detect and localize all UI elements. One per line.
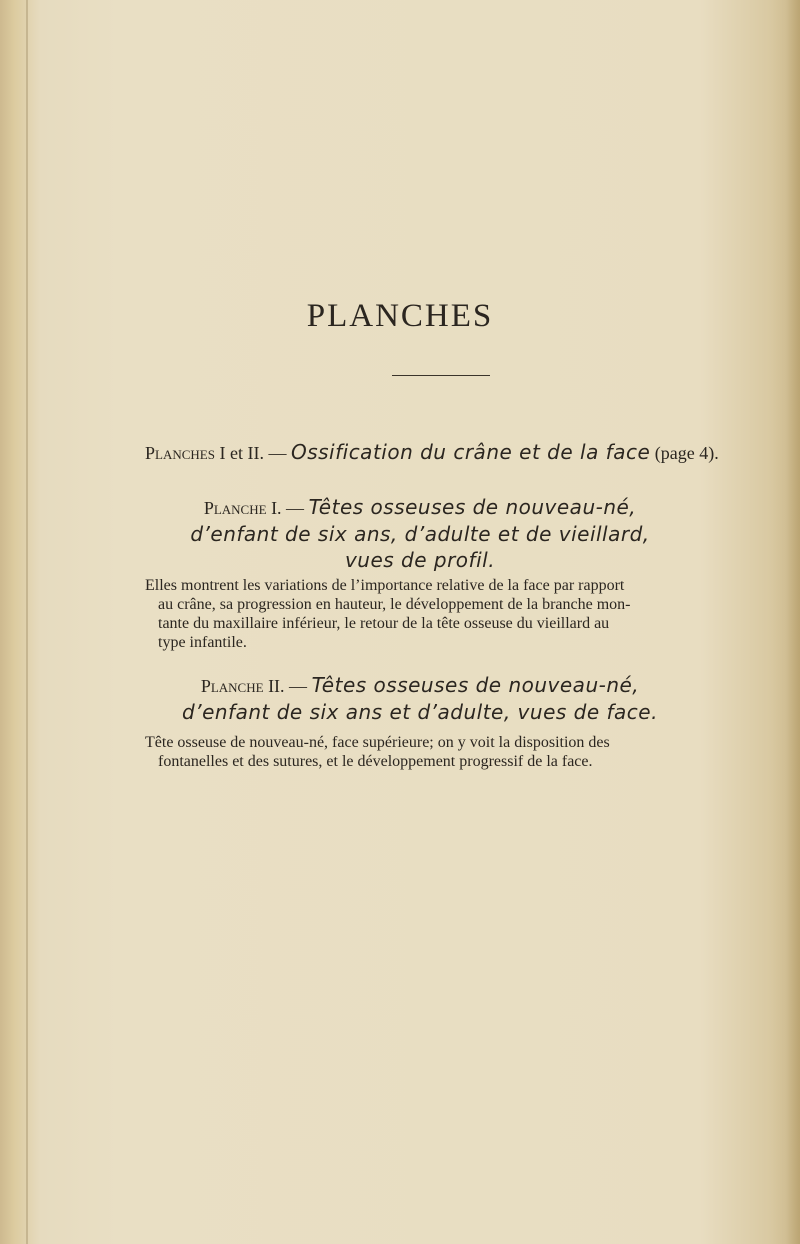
heading-subject: Ossification du crâne et de la face [290, 440, 651, 464]
plate-1-title-line3: vues de profil. [344, 548, 496, 572]
plate-2-title [100, 672, 740, 725]
plate-1-desc-line: au crâne, sa progression en hauteur, le développement de la branche mon- [158, 596, 631, 613]
plate-1-title-line2: d’enfant de six ans, d’adulte et de vieillard, [190, 522, 650, 546]
plate-1-description [145, 576, 737, 652]
heading-numbers: I et II. — [214, 443, 291, 463]
plate-1-title-line1: Têtes osseuses de nouveau-né, [308, 495, 637, 519]
plate-2-number: II. — [263, 676, 312, 696]
plate-2-title-line2: d’enfant de six ans et d’adulte, vues de face. [182, 700, 658, 724]
plate-1-desc-line: Elles montrent les variations de l’importance relative de la face par rapport [145, 577, 625, 594]
plate-2-title-line1: Têtes osseuses de nouveau-né, [311, 673, 640, 697]
plate-2-desc-line: Tête osseuse de nouveau-né, face supérieure; on y voit la disposition des [145, 734, 610, 751]
plate-1-title [100, 494, 740, 573]
plate-1-desc-line: tante du maxillaire inférieur, le retour de la tête osseuse du vieillard au [158, 615, 610, 632]
page-title: PLANCHES [306, 298, 494, 334]
plate-1-desc-line: type infantile. [158, 634, 247, 651]
plate-2-desc-line: fontanelles et des sutures, et le développement progressif de la face. [158, 753, 593, 770]
plate-2-description [145, 733, 737, 771]
heading-prefix: Planches [145, 443, 215, 463]
plate-2-label: Planche [200, 676, 264, 696]
heading-page-ref: (page 4). [650, 443, 719, 463]
plate-1-number: I. — [266, 498, 309, 518]
plate-1-label: Planche [203, 498, 267, 518]
section-heading [145, 440, 765, 464]
title-rule [392, 375, 490, 376]
